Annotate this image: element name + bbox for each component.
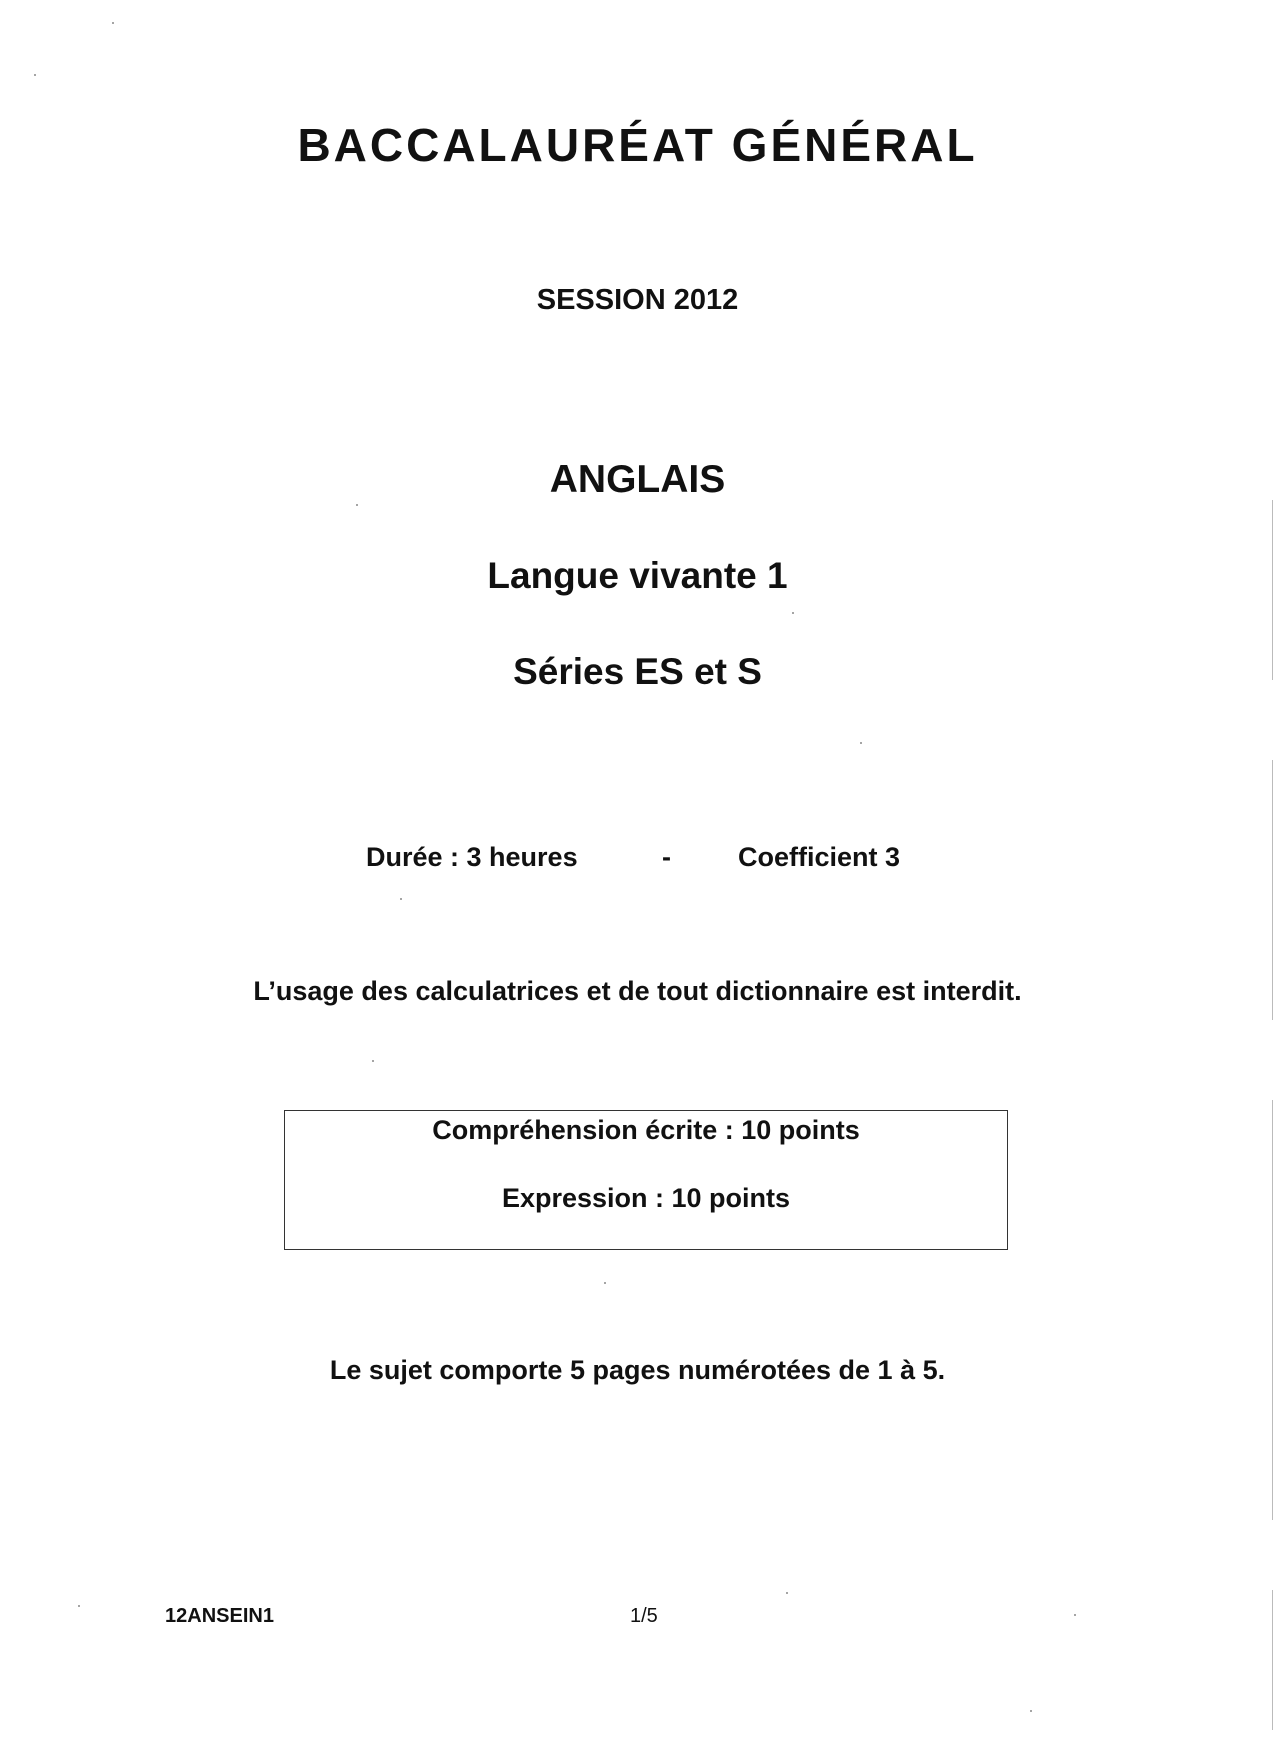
scan-edge-mark [1272,500,1273,680]
scan-edge-mark [1272,1100,1273,1520]
scan-edge-mark [1272,760,1273,1020]
duration-separator: - [662,842,671,872]
scan-speck [112,22,114,24]
language-level: Langue vivante 1 [487,555,788,596]
session-label: SESSION 2012 [536,284,739,316]
expression-points: Expression : 10 points [501,1183,791,1213]
exam-code: 12ANSEIN1 [165,1605,274,1627]
duration-label: Durée : 3 heures [366,842,578,872]
scan-speck [400,898,402,900]
exam-title: BACCALAURÉAT GÉNÉRAL [297,119,978,171]
scan-speck [78,1605,80,1607]
scoring-box [284,1110,1008,1250]
comprehension-points: Compréhension écrite : 10 points [432,1115,860,1145]
scan-speck [1030,1710,1032,1712]
scan-speck [860,742,862,744]
calculator-notice: L’usage des calculatrices et de tout dictionnaire est interdit. [253,976,1022,1006]
subject-heading: ANGLAIS [549,458,726,501]
coefficient-label: Coefficient 3 [738,842,901,872]
scan-speck [792,612,794,614]
scan-speck [604,1282,606,1284]
series-label: Séries ES et S [513,651,762,692]
page-number: 1/5 [630,1605,658,1627]
scan-speck [34,74,36,76]
scan-speck [356,504,358,506]
page-count-note: Le sujet comporte 5 pages numérotées de 1 à 5. [329,1355,946,1385]
scan-speck [372,1060,374,1062]
scan-edge-mark [1272,1590,1273,1730]
scan-speck [786,1592,788,1594]
scan-speck [1074,1614,1076,1616]
